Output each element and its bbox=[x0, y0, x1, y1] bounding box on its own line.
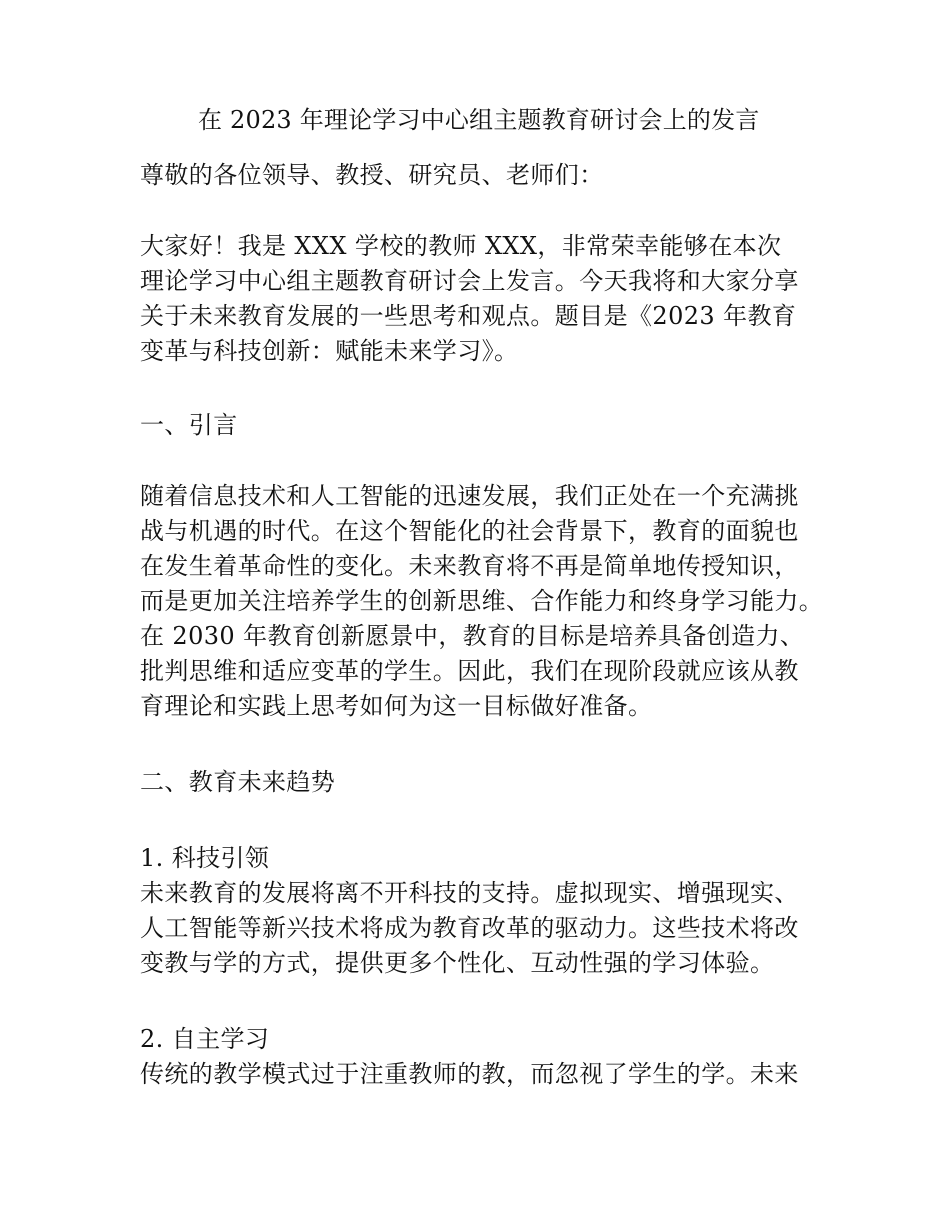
paragraph-line: 变革与科技创新：赋能未来学习》。 bbox=[140, 337, 519, 365]
paragraph-line: 随着信息技术和人工智能的迅速发展，我们正处在一个充满挑 bbox=[140, 482, 799, 510]
paragraph-line: 人工智能等新兴技术将成为教育改革的驱动力。这些技术将改 bbox=[140, 914, 799, 942]
paragraph-line: 在 2030 年教育创新愿景中，教育的目标是培养具备创造力、 bbox=[140, 622, 805, 650]
paragraph-line: 理论学习中心组主题教育研讨会上发言。今天我将和大家分享 bbox=[140, 267, 799, 295]
section-heading: 一、引言 bbox=[140, 411, 238, 439]
salutation: 尊敬的各位领导、教授、研究员、老师们： bbox=[140, 161, 604, 189]
paragraph-line: 大家好！我是 XXX 学校的教师 XXX，非常荣幸能够在本次 bbox=[140, 232, 782, 260]
section-heading: 二、教育未来趋势 bbox=[140, 768, 336, 796]
paragraph-line: 传统的教学模式过于注重教师的教，而忽视了学生的学。未来 bbox=[140, 1060, 799, 1088]
paragraph-line: 未来教育的发展将离不开科技的支持。虚拟现实、增强现实、 bbox=[140, 879, 799, 907]
paragraph-line: 而是更加关注培养学生的创新思维、合作能力和终身学习能力。 bbox=[140, 587, 824, 615]
subsection-heading: 1. 科技引领 bbox=[140, 844, 270, 872]
paragraph-line: 关于未来教育发展的一些思考和观点。题目是《2023 年教育 bbox=[140, 302, 797, 330]
paragraph-line: 育理论和实践上思考如何为这一目标做好准备。 bbox=[140, 692, 653, 720]
paragraph-line: 变教与学的方式，提供更多个性化、互动性强的学习体验。 bbox=[140, 949, 775, 977]
subsection-heading: 2. 自主学习 bbox=[140, 1025, 270, 1053]
paragraph-line: 批判思维和适应变革的学生。因此，我们在现阶段就应该从教 bbox=[140, 657, 799, 685]
paragraph-line: 战与机遇的时代。在这个智能化的社会背景下，教育的面貌也 bbox=[140, 517, 799, 545]
speech-title: 在 2023 年理论学习中心组主题教育研讨会上的发言 bbox=[198, 106, 760, 134]
paragraph-line: 在发生着革命性的变化。未来教育将不再是简单地传授知识， bbox=[140, 552, 799, 580]
